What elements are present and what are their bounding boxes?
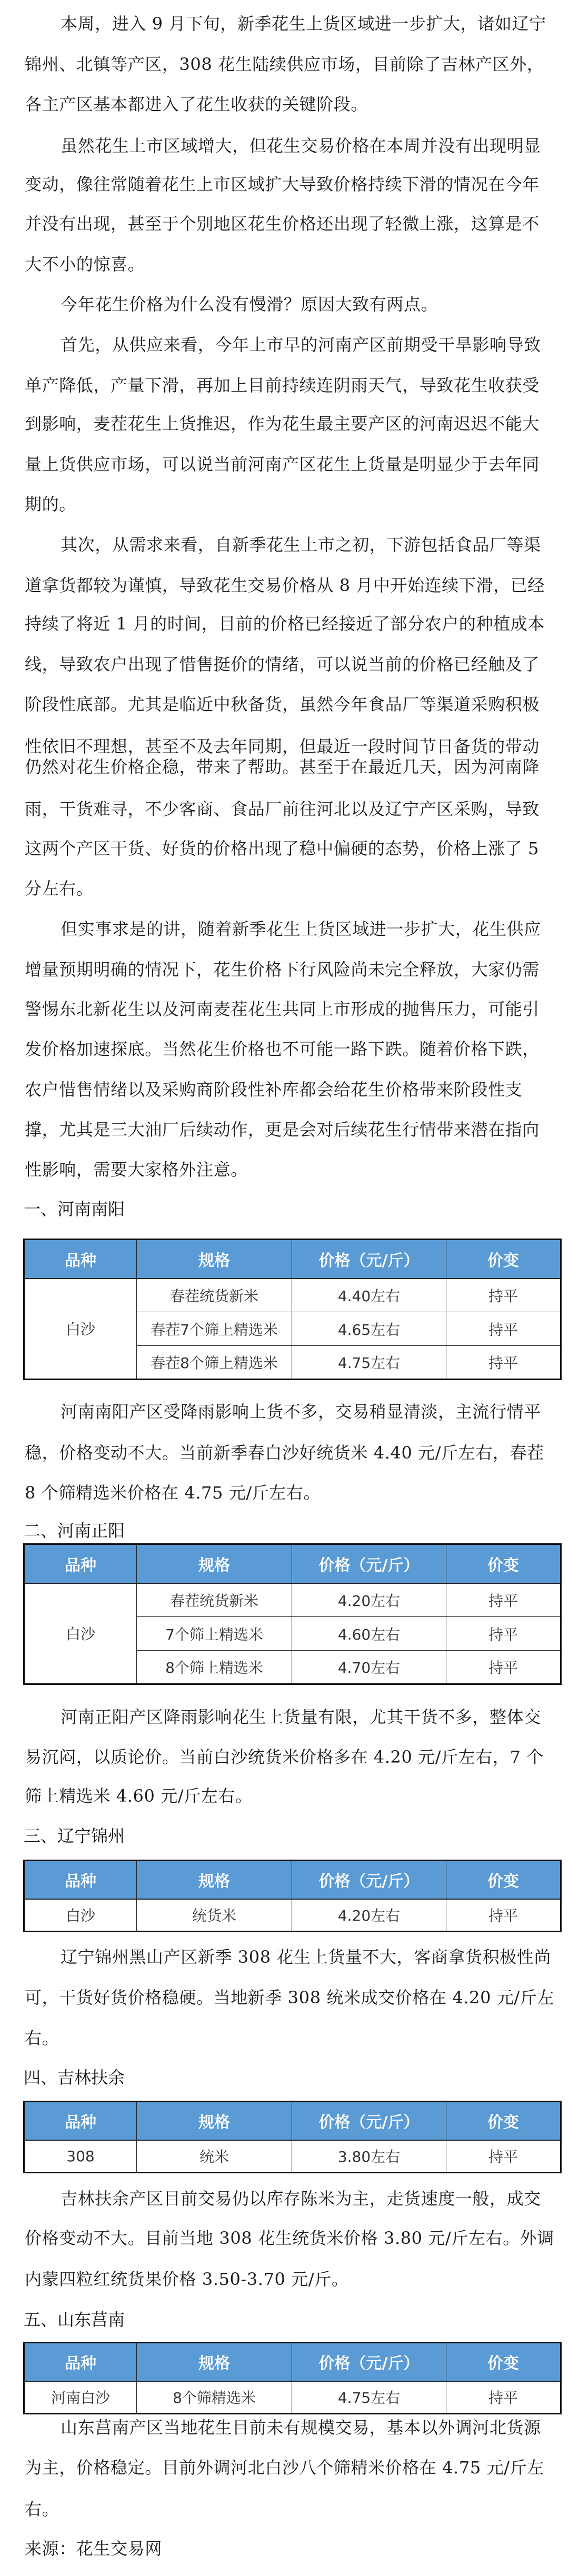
section-4-text-line-1: 吉林扶余产区目前交易仍以库存陈米为主，走货速度一般，成交	[61, 2189, 541, 2209]
paragraph-6-line-5: 农户惜售情绪以及采购商阶段性补库都会给花生价格带来阶段性支	[25, 1080, 523, 1100]
header-change: 价变	[446, 2102, 561, 2140]
cell-change: 持平	[446, 1899, 561, 1932]
cell-change: 持平	[446, 2381, 561, 2414]
header-change: 价变	[446, 1544, 561, 1583]
table-row	[24, 2381, 561, 2414]
cell-change: 持平	[446, 1583, 561, 1617]
cell-spec: 春茬统货新米	[137, 1279, 292, 1312]
header-variety: 品种	[24, 1861, 137, 1899]
paragraph-3-line-1: 今年花生价格为什么没有慢滑？原因大致有两点。	[61, 294, 438, 314]
cell-price: 4.60左右	[292, 1617, 446, 1651]
cell-spec: 8个筛上精选米	[137, 1651, 292, 1684]
section-5-price-table	[23, 2342, 562, 2414]
section-5-heading: 五、山东莒南	[24, 2310, 125, 2330]
header-spec: 规格	[137, 1861, 292, 1899]
section-1-text-line-3: 8 个筛精选米价格在 4.75 元/斤左右。	[25, 1483, 321, 1503]
cell-spec: 8个筛精选米	[137, 2381, 292, 2414]
paragraph-1-line-1: 本周，进入 9 月下旬，新季花生上货区域进一步扩大，诸如辽宁	[61, 14, 546, 34]
section-3-text-line-2: 可，干货好货价格稳硬。当地新季 308 统米成交价格在 4.20 元/斤左	[25, 1988, 554, 2008]
cell-price: 3.80左右	[292, 2140, 446, 2173]
cell-variety: 白沙	[24, 1583, 137, 1684]
header-price: 价格（元/斤）	[292, 1240, 446, 1279]
cell-spec: 春茬统货新米	[137, 1583, 292, 1617]
section-2-text-line-1: 河南正阳产区降雨影响花生上货量有限，尤其干货不多，整体交	[61, 1707, 541, 1727]
table-header-row	[24, 1544, 561, 1583]
table-row	[24, 1899, 561, 1932]
paragraph-2-line-1: 虽然花生上市区域增大，但花生交易价格在本周并没有出现明显	[61, 136, 541, 156]
paragraph-5-line-8: 雨，干货难寻，不少客商、食品厂前往河北以及辽宁产区采购，导致	[25, 799, 540, 819]
header-spec: 规格	[137, 2343, 292, 2381]
paragraph-4-line-5: 期的。	[25, 494, 76, 514]
table-header-row	[24, 2102, 561, 2140]
header-price: 价格（元/斤）	[292, 1544, 446, 1583]
paragraph-5-line-2: 道拿货都较为谨慎，导致花生交易价格从 8 月中开始连续下滑，已经	[25, 575, 545, 595]
section-3-heading: 三、辽宁锦州	[24, 1826, 125, 1846]
cell-spec: 7个筛上精选米	[137, 1617, 292, 1651]
paragraph-5-line-5: 阶段性底部。尤其是临近中秋备货，虽然今年食品厂等渠道采购积极	[25, 694, 540, 714]
header-variety: 品种	[24, 2102, 137, 2140]
section-1-text-line-1: 河南南阳产区受降雨影响上货不多，交易稍显清淡，主流行情平	[61, 1402, 541, 1422]
cell-price: 4.75左右	[292, 2381, 446, 2414]
paragraph-1-line-3: 各主产区基本都进入了花生收获的关键阶段。	[25, 94, 368, 114]
cell-price: 4.40左右	[292, 1279, 446, 1312]
section-5-text-line-1: 山东莒南产区当地花生目前未有规模交易，基本以外调河北货源	[61, 2418, 541, 2438]
header-change: 价变	[446, 2343, 561, 2381]
cell-spec: 统米	[137, 2140, 292, 2173]
section-2-text-line-3: 筛上精选米 4.60 元/斤左右。	[25, 1786, 253, 1806]
cell-spec: 春茬8个筛上精选米	[137, 1346, 292, 1380]
header-spec: 规格	[137, 2102, 292, 2140]
section-4-text-line-2: 价格变动不大。目前当地 308 花生统货米价格 3.80 元/斤左右。外调	[25, 2228, 554, 2248]
section-4-text-line-3: 内蒙四粒红统货果价格 3.50-3.70 元/斤。	[25, 2269, 349, 2289]
paragraph-5-line-9: 这两个产区干货、好货的价格出现了稳中偏硬的态势，价格上涨了 5	[25, 838, 540, 858]
cell-spec: 统货米	[137, 1899, 292, 1932]
paragraph-4-line-1: 首先，从供应来看，今年上市早的河南产区前期受干旱影响导致	[61, 335, 541, 355]
paragraph-4-line-4: 量上货供应市场，可以说当前河南产区花生上货量是明显少于去年同	[25, 454, 540, 474]
cell-change: 持平	[446, 1346, 561, 1380]
cell-change: 持平	[446, 1617, 561, 1651]
paragraph-2-line-2: 变动，像往常随着花生上市区域扩大导致价格持续下滑的情况在今年	[25, 174, 540, 194]
cell-variety: 白沙	[24, 1899, 137, 1932]
section-4-heading: 四、吉林扶余	[24, 2068, 125, 2088]
header-spec: 规格	[137, 1240, 292, 1279]
section-3-text-line-3: 右。	[25, 2028, 59, 2048]
paragraph-6-line-2: 增量预期明确的情况下，花生价格下行风险尚未完全释放，大家仍需	[25, 960, 540, 980]
paragraph-5-line-3: 持续了将近 1 月的时间，目前的价格已经接近了部分农户的种植成本	[25, 614, 545, 634]
section-3-price-table	[23, 1860, 562, 1932]
section-3-text-line-1: 辽宁锦州黑山产区新季 308 花生上货量不大，客商拿货积极性尚	[61, 1947, 552, 1967]
section-2-price-table	[23, 1543, 562, 1685]
header-price: 价格（元/斤）	[292, 2102, 446, 2140]
table-header-row	[24, 1861, 561, 1899]
section-2-heading: 二、河南正阳	[24, 1521, 125, 1541]
paragraph-1-line-2: 锦州、北镇等产区，308 花生陆续供应市场，目前除了吉林产区外，	[25, 54, 544, 74]
section-2-text-line-2: 易沉闷，以质论价。当前白沙统货米价格多在 4.20 元/斤左右，7 个	[25, 1747, 544, 1767]
header-price: 价格（元/斤）	[292, 1861, 446, 1899]
table-row	[24, 1583, 561, 1617]
paragraph-2-line-4: 大不小的惊喜。	[25, 254, 145, 274]
source-credit: 来源：花生交易网	[25, 2539, 162, 2559]
header-variety: 品种	[24, 1544, 137, 1583]
cell-change: 持平	[446, 1312, 561, 1346]
paragraph-4-line-3: 到影响，麦茬花生上货推迟，作为花生最主要产区的河南迟迟不能大	[25, 414, 540, 434]
cell-price: 4.70左右	[292, 1651, 446, 1684]
paragraph-6-line-7: 性影响，需要大家格外注意。	[25, 1160, 248, 1180]
paragraph-6-line-6: 撑，尤其是三大油厂后续动作，更是会对后续花生行情带来潜在指向	[25, 1120, 540, 1140]
header-change: 价变	[446, 1861, 561, 1899]
table-row	[24, 2140, 561, 2173]
paragraph-4-line-2: 单产降低，产量下滑，再加上目前持续连阴雨天气，导致花生收获受	[25, 375, 540, 395]
table-row	[24, 1279, 561, 1312]
header-change: 价变	[446, 1240, 561, 1279]
section-5-text-line-2: 为主，价格稳定。目前外调河北白沙八个筛精米价格在 4.75 元/斤左	[25, 2458, 544, 2478]
header-variety: 品种	[24, 1240, 137, 1279]
cell-price: 4.20左右	[292, 1899, 446, 1932]
cell-spec: 春茬7个筛上精选米	[137, 1312, 292, 1346]
paragraph-5-line-10: 分左右。	[25, 878, 94, 898]
cell-price: 4.65左右	[292, 1312, 446, 1346]
section-1-heading: 一、河南南阳	[24, 1199, 125, 1219]
section-4-price-table	[23, 2101, 562, 2173]
section-5-text-line-3: 右。	[25, 2499, 59, 2519]
cell-variety: 白沙	[24, 1279, 137, 1380]
paragraph-5-line-4: 线，导致农户出现了惜售挺价的情绪，可以说当前的价格已经触及了	[25, 654, 540, 674]
paragraph-5-line-1: 其次，从需求来看，自新季花生上市之初，下游包括食品厂等渠	[61, 535, 541, 555]
paragraph-5-line-6: 性依旧不理想，甚至不及去年同期，但最近一段时间节日备货的带动	[25, 736, 540, 756]
paragraph-2-line-3: 并没有出现，甚至于个别地区花生价格还出现了轻微上涨，这算是不	[25, 214, 540, 234]
header-price: 价格（元/斤）	[292, 2343, 446, 2381]
section-1-text-line-2: 稳，价格变动不大。当前新季春白沙好统货米 4.40 元/斤左右，春茬	[25, 1443, 544, 1463]
cell-change: 持平	[446, 1651, 561, 1684]
table-header-row	[24, 2343, 561, 2381]
section-1-price-table	[23, 1239, 562, 1380]
header-variety: 品种	[24, 2343, 137, 2381]
table-header-row	[24, 1240, 561, 1279]
paragraph-6-line-4: 发价格加速探底。当然花生价格也不可能一路下跌。随着价格下跌，	[25, 1039, 540, 1059]
cell-change: 持平	[446, 2140, 561, 2173]
cell-price: 4.20左右	[292, 1583, 446, 1617]
cell-price: 4.75左右	[292, 1346, 446, 1380]
paragraph-6-line-1: 但实事求是的讲，随着新季花生上货区域进一步扩大，花生供应	[61, 919, 541, 939]
cell-variety: 308	[24, 2140, 137, 2173]
paragraph-6-line-3: 警惕东北新花生以及河南麦茬花生共同上市形成的抛售压力，可能引	[25, 999, 540, 1019]
cell-change: 持平	[446, 1279, 561, 1312]
paragraph-5-line-7: 仍然对花生价格企稳，带来了帮助。甚至于在最近几天，因为河南降	[25, 757, 540, 777]
header-spec: 规格	[137, 1544, 292, 1583]
cell-variety: 河南白沙	[24, 2381, 137, 2414]
